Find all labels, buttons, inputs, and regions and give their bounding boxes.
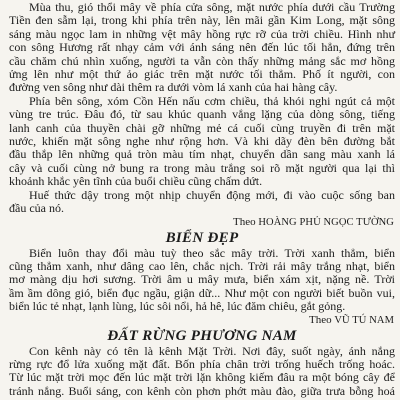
section-title: BIỂN ĐẸP [165,229,239,246]
text-line: biển lúc tẻ nhạt, lạnh lùng, lúc sôi nổi, hả hê, lúc đăm chiêu, gắt gỏng. [9,299,346,314]
text-line: Từ lúc mặt trời mọc đến lúc mặt trời lặn không kiếm đâu ra một bóng cây để [9,370,395,385]
paragraph [9,247,395,314]
text-line: nước, khiến mặt sông nghe như rộng hơn. Và khi dãy đèn bên đường bắt [9,134,395,149]
author-attribution [9,314,395,327]
text-line: con sông Hương rất nhạy cảm với ánh sáng nên đến lúc tối hẳn, đứng trên [9,40,395,55]
text-line: cây và cuối cùng nở bung ra trong màu trắng soi rõ mặt người qua lại thì [9,160,395,175]
section-title: ĐẤT RỪNG PHƯƠNG NAM [107,327,297,344]
text-line: rừng rực đổ lửa xuống mặt đất. Bốn phía chân trời trống huếch trống hoác. [9,356,395,371]
text-line: Huế thức dậy trong một nhịp chuyển động mới, đi vào cuộc sống ban [29,187,395,202]
attribution-author: VŨ TÚ NAM [334,314,394,326]
text-line: Tiền đen sẫm lại, trong khi phía trên này, lên mãi gần Kim Long, mặt sông [9,13,395,28]
paragraph [9,1,395,95]
text-line: Con kênh này có tên là kênh Mặt Trời. Nơi đây, suốt ngày, ánh nắng [29,343,395,358]
text-line: lanh canh của thuyền chài gỡ những mẻ cá cuối cùng truyền đi trên mặt [9,120,395,135]
passage-hoang-hon-song-huong [9,1,395,229]
text-line: đầu của nó. [9,201,64,216]
passage-bien-dep [9,229,395,327]
attribution-prefix: Theo [232,215,256,228]
attribution-author: HOÀNG PHỦ NGỌC TƯỜNG [258,216,394,228]
text-line: ầm ầm dông gió, biển đục ngầu, giận dữ... Như một con người biết buồn vui, [9,285,395,300]
text-line: đầu thắp lên những quả tròn màu tím nhạt, chuyển dần sang màu xanh lá [9,147,395,162]
text-line: Biển luôn thay đổi màu tuỳ theo sắc mây trời. Trời xanh thẳm, biển [29,245,395,260]
text-line: khoảnh khắc yên tĩnh của buổi chiều cũng chấm dứt. [9,174,263,189]
author-attribution [9,216,395,229]
text-line: mơ màng dịu hơi sương. Trời âm u mây mưa, biển xám xịt, nặng nề. Trời [9,272,395,287]
text-line: Mùa thu, gió thổi mây về phía cửa sông, mặt nước phía dưới cầu Trường [29,0,395,14]
text-line: ửng lên như một thứ ảo giác trên mặt nước tối thẳm. Phố ít người, con [9,67,395,82]
text-line: cũng thẳm xanh, như dâng cao lên, chắc nịch. Trời rải mây trắng nhạt, biển [9,258,395,273]
text-line: tránh nắng. Buổi sáng, con kênh còn phơn phớt màu đào, giữa trưa bỗng hoá [9,383,395,398]
passage-dat-rung-phuong-nam [9,327,395,399]
attribution-prefix: Theo [309,313,332,326]
text-line: vùng tre trúc. Đâu đó, từ sau khúc quanh vắng lặng của dòng sông, tiếng [9,107,395,122]
text-line: đường ven sông như dài thêm ra dưới vòm lá xanh của hai hàng cây. [9,80,338,95]
paragraph [9,95,395,189]
paragraph [9,345,395,399]
paragraph [9,189,395,216]
text-line: cầu chăm chú nhìn xuống, người ta vẫn còn thấy những mảng sắc mơ hồng [9,53,395,68]
text-line: sáng màu ngọc lam in những vệt mây hồng rực rỡ của trời chiều. Hình như [9,26,395,41]
text-line: Phía bên sông, xóm Cồn Hến nấu cơm chiều, thả khói nghi ngút cả một [29,93,395,108]
